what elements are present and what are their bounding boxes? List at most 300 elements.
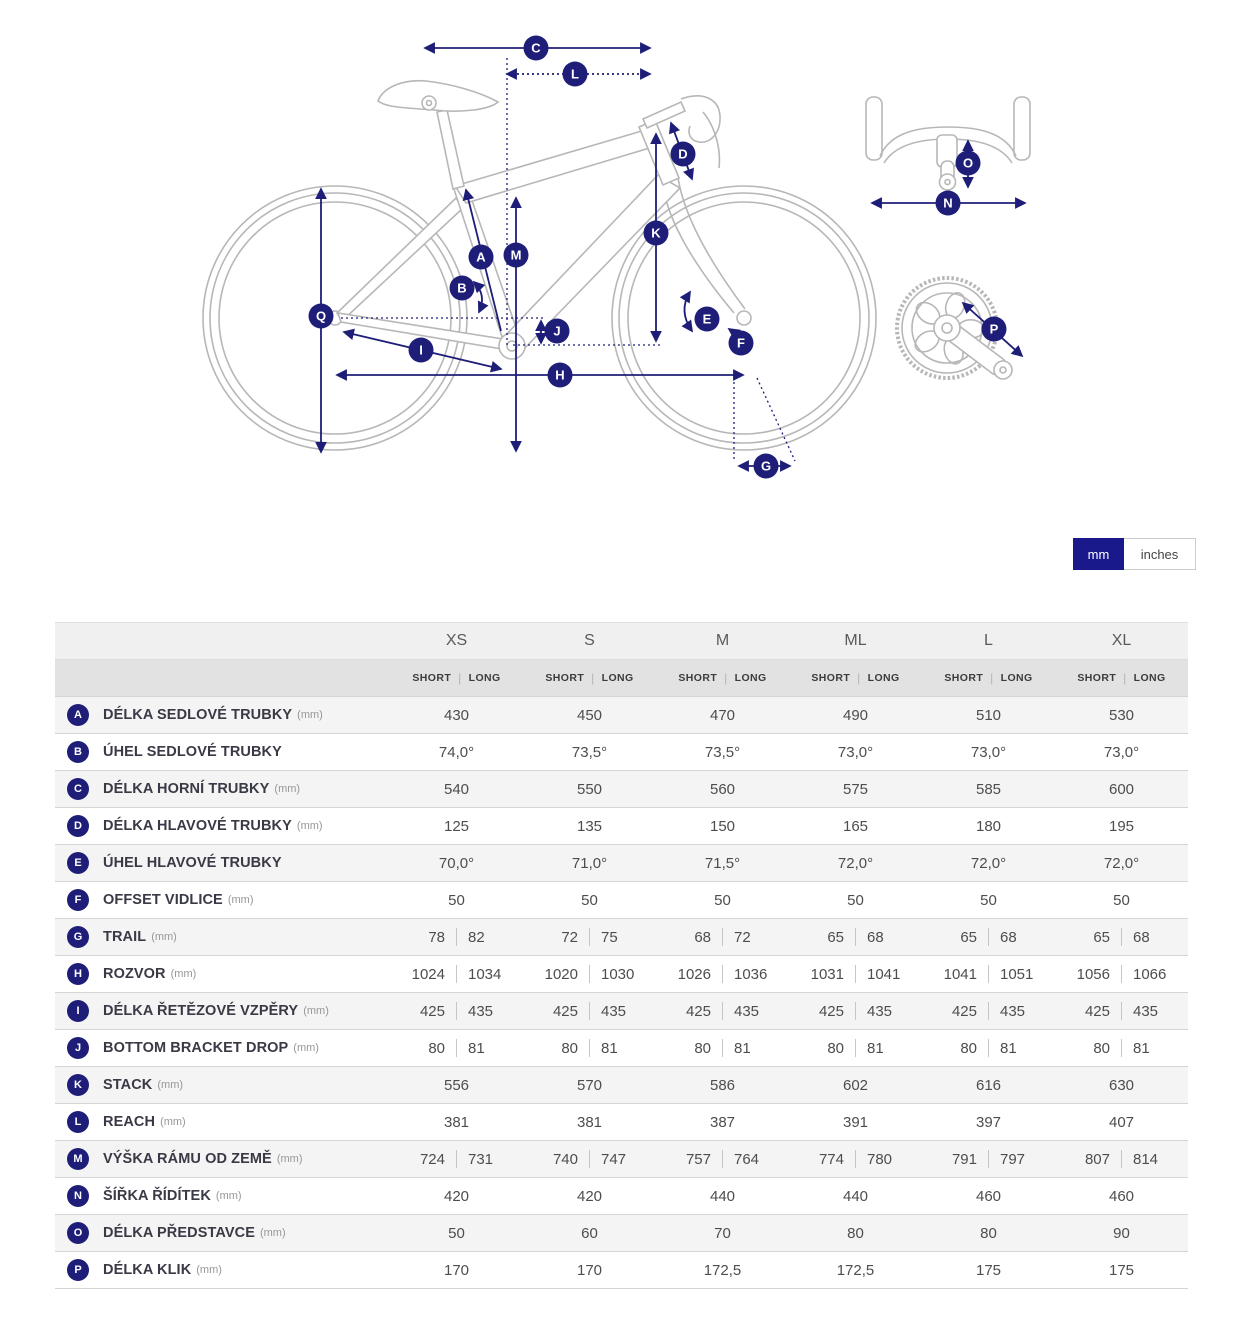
row-label: BOTTOM BRACKET DROP: [103, 1040, 289, 1056]
value-long: 435: [1133, 1002, 1159, 1020]
marker-letter: M: [510, 247, 522, 263]
row-label-cell: [55, 1030, 390, 1066]
row-letter-badge: P: [67, 1259, 89, 1281]
row-letter-badge: I: [67, 1000, 89, 1022]
value-short: 1020: [544, 965, 578, 983]
marker-badge-n: [936, 191, 961, 216]
value-long: 81: [1133, 1039, 1150, 1057]
geometry-value: 50: [714, 891, 731, 909]
marker-letter: N: [943, 195, 953, 211]
geometry-value-cell: [656, 1141, 789, 1177]
geometry-value: 570: [576, 1076, 603, 1094]
value-short: 807: [1084, 1150, 1110, 1168]
marker-badge-a: [469, 245, 494, 270]
geometry-value: 556: [443, 1076, 470, 1094]
dual-value: [523, 956, 656, 992]
variant-header-cell: [656, 660, 789, 696]
row-label: DÉLKA HLAVOVÉ TRUBKY: [103, 818, 292, 834]
row-label-cell: [55, 919, 390, 955]
dual-value: [789, 993, 922, 1029]
geometry-value-cell: [523, 919, 656, 955]
value-short: 72: [561, 928, 578, 946]
value-long: 797: [1000, 1150, 1026, 1168]
marker-letter: J: [553, 323, 561, 339]
value-short: 425: [951, 1002, 977, 1020]
row-label-cell: [55, 1067, 390, 1103]
value-long: 1066: [1133, 965, 1167, 983]
marker-letter: H: [555, 367, 565, 383]
size-column-header: XL: [1111, 632, 1132, 649]
geometry-value: 170: [443, 1261, 470, 1279]
row-letter-badge: C: [67, 778, 89, 800]
table-row: [55, 1067, 1188, 1104]
row-letter-badge: D: [67, 815, 89, 837]
geometry-value-cell: [390, 919, 523, 955]
geometry-value-cell: [390, 956, 523, 992]
dual-value: [922, 993, 1055, 1029]
row-label: ROZVOR: [103, 966, 166, 982]
value-short: 65: [827, 928, 844, 946]
marker-badge-e: [695, 307, 720, 332]
geometry-value-cell: [922, 956, 1055, 992]
geometry-value-cell: [1055, 919, 1188, 955]
geometry-value: 72,0°: [837, 854, 874, 872]
size-column-header: M: [715, 632, 730, 649]
geometry-value: 602: [842, 1076, 869, 1094]
table-row: [55, 919, 1188, 956]
variant-short-label: SHORT: [811, 672, 851, 684]
geometry-value-cell: [789, 1141, 922, 1177]
row-letter-badge: L: [67, 1111, 89, 1133]
dual-value: [1055, 1030, 1188, 1066]
marker-badge-c: [524, 36, 549, 61]
geometry-value: 50: [448, 1224, 465, 1242]
row-letter-badge: F: [67, 889, 89, 911]
variant-header-cell: [922, 660, 1055, 696]
variant-header: [811, 671, 899, 685]
variant-long-label: LONG: [867, 672, 900, 684]
value-long: 82: [468, 928, 485, 946]
value-short: 774: [818, 1150, 844, 1168]
dual-value: [656, 1030, 789, 1066]
marker-letter: P: [989, 321, 999, 337]
value-long: 1034: [468, 965, 502, 983]
geometry-value: 530: [1108, 706, 1135, 724]
geometry-value: 490: [842, 706, 869, 724]
row-letter-badge: E: [67, 852, 89, 874]
value-short: 80: [561, 1039, 578, 1057]
geometry-value-cell: [523, 1030, 656, 1066]
dual-value: [523, 993, 656, 1029]
row-label: DÉLKA SEDLOVÉ TRUBKY: [103, 707, 293, 723]
marker-letter: K: [651, 225, 661, 241]
table-row: [55, 1215, 1188, 1252]
variant-header: [944, 671, 1032, 685]
table-row: [55, 771, 1188, 808]
geometry-value: 170: [576, 1261, 603, 1279]
marker-badge-p: [982, 317, 1007, 342]
dual-value: [390, 1141, 523, 1177]
geometry-value-cell: [523, 1141, 656, 1177]
geometry-value: 50: [1113, 891, 1130, 909]
dual-value: [789, 1030, 922, 1066]
dual-value: [789, 956, 922, 992]
row-letter-badge: K: [67, 1074, 89, 1096]
variant-header: [545, 671, 633, 685]
geometry-value-cell: [922, 1141, 1055, 1177]
header-spacer: [55, 660, 390, 696]
row-unit: (mm): [160, 1116, 186, 1128]
geometry-value: 50: [448, 891, 465, 909]
row-letter-badge: M: [67, 1148, 89, 1170]
dual-value: [922, 919, 1055, 955]
table-row: [55, 734, 1188, 771]
marker-letter: D: [678, 146, 688, 162]
variant-long-label: LONG: [1133, 672, 1166, 684]
marker-badge-d: [671, 142, 696, 167]
variant-header-cell: [523, 660, 656, 696]
geometry-value: 430: [443, 706, 470, 724]
variant-long-label: LONG: [734, 672, 767, 684]
table-row: [55, 993, 1188, 1030]
value-short: 65: [960, 928, 977, 946]
geometry-value: 420: [576, 1187, 603, 1205]
marker-badge-g: [754, 454, 779, 479]
variant-separator: |: [724, 671, 728, 685]
geometry-value: 60: [581, 1224, 598, 1242]
row-label-cell: [55, 956, 390, 992]
size-column-header: XS: [445, 632, 468, 649]
geometry-value: 616: [975, 1076, 1002, 1094]
value-long: 68: [1000, 928, 1017, 946]
row-label: ŠÍŘKA ŘÍDÍTEK: [103, 1188, 211, 1204]
variant-separator: |: [458, 671, 462, 685]
geometry-value: 585: [975, 780, 1002, 798]
geometry-value: 70,0°: [438, 854, 475, 872]
marker-letter: Q: [315, 308, 327, 324]
value-long: 68: [1133, 928, 1150, 946]
row-label-cell: [55, 1104, 390, 1140]
value-short: 80: [827, 1039, 844, 1057]
row-label: STACK: [103, 1077, 153, 1093]
value-short: 78: [428, 928, 445, 946]
geometry-value: 80: [847, 1224, 864, 1242]
table-header-variants: [55, 660, 1188, 697]
geometry-value: 407: [1108, 1113, 1135, 1131]
dual-value: [523, 919, 656, 955]
geometry-value: 73,5°: [571, 743, 608, 761]
dual-value: [656, 993, 789, 1029]
value-short: 425: [685, 1002, 711, 1020]
geometry-value-cell: [656, 993, 789, 1029]
dual-value: [390, 956, 523, 992]
marker-badge-h: [548, 363, 573, 388]
value-long: 764: [734, 1150, 760, 1168]
value-long: 72: [734, 928, 751, 946]
value-short: 80: [960, 1039, 977, 1057]
marker-letter: F: [737, 335, 745, 351]
dual-value: [922, 956, 1055, 992]
size-column-header: S: [584, 632, 595, 649]
geometry-value: 72,0°: [970, 854, 1007, 872]
unit-mm-button[interactable]: mm: [1073, 538, 1124, 570]
dual-value: [922, 1030, 1055, 1066]
row-letter-badge: A: [67, 704, 89, 726]
geometry-value: 73,0°: [970, 743, 1007, 761]
geometry-value: 50: [581, 891, 598, 909]
geometry-value-cell: [656, 919, 789, 955]
marker-badge-q: [309, 304, 334, 329]
geometry-value-cell: [1055, 1030, 1188, 1066]
geometry-value-cell: [789, 919, 922, 955]
geometry-value: 90: [1113, 1224, 1130, 1242]
row-label-cell: [55, 1215, 390, 1251]
value-short: 740: [552, 1150, 578, 1168]
table-row: [55, 956, 1188, 993]
row-label-cell: [55, 734, 390, 770]
geometry-value: 70: [714, 1224, 731, 1242]
geometry-value: 175: [1108, 1261, 1135, 1279]
value-long: 435: [468, 1002, 494, 1020]
geometry-value: 586: [709, 1076, 736, 1094]
geometry-value: 560: [709, 780, 736, 798]
geometry-value: 540: [443, 780, 470, 798]
row-letter-badge: N: [67, 1185, 89, 1207]
variant-short-label: SHORT: [944, 672, 984, 684]
row-letter-badge: J: [67, 1037, 89, 1059]
value-short: 80: [694, 1039, 711, 1057]
table-row: [55, 1030, 1188, 1067]
row-label: TRAIL: [103, 929, 147, 945]
value-short: 1031: [810, 965, 844, 983]
geometry-value: 172,5: [836, 1261, 875, 1279]
marker-badge-i: [409, 338, 434, 363]
geometry-value: 71,5°: [704, 854, 741, 872]
row-label-cell: [55, 993, 390, 1029]
value-short: 1041: [943, 965, 977, 983]
dual-value: [390, 993, 523, 1029]
geometry-value: 440: [842, 1187, 869, 1205]
geometry-value: 50: [847, 891, 864, 909]
geometry-value-cell: [656, 1030, 789, 1066]
marker-badge-o: [956, 151, 981, 176]
geometry-value-cell: [656, 956, 789, 992]
geometry-value: 387: [709, 1113, 736, 1131]
geometry-value-cell: [523, 956, 656, 992]
dual-value: [922, 1141, 1055, 1177]
row-label-cell: [55, 1178, 390, 1214]
value-long: 1051: [1000, 965, 1034, 983]
row-unit: (mm): [151, 931, 177, 943]
marker-badge-l: [563, 62, 588, 87]
dual-value: [523, 1141, 656, 1177]
table-row: [55, 697, 1188, 734]
dual-value: [1055, 919, 1188, 955]
geometry-value: 73,0°: [1103, 743, 1140, 761]
value-long: 747: [601, 1150, 627, 1168]
geometry-value: 575: [842, 780, 869, 798]
geometry-value: 50: [980, 891, 997, 909]
marker-letter: I: [419, 342, 423, 358]
row-label: DÉLKA PŘEDSTAVCE: [103, 1225, 255, 1241]
dual-value: [523, 1030, 656, 1066]
geometry-value-cell: [1055, 993, 1188, 1029]
geometry-value: 420: [443, 1187, 470, 1205]
geometry-value: 74,0°: [438, 743, 475, 761]
value-short: 757: [685, 1150, 711, 1168]
row-label: DÉLKA KLIK: [103, 1262, 192, 1278]
value-long: 731: [468, 1150, 494, 1168]
geometry-value: 381: [576, 1113, 603, 1131]
row-unit: (mm): [170, 968, 197, 980]
marker-badge-m: [504, 243, 529, 268]
variant-long-label: LONG: [468, 672, 501, 684]
variant-separator: |: [1123, 671, 1127, 685]
geometry-value-cell: [922, 993, 1055, 1029]
value-long: 81: [1000, 1039, 1017, 1057]
geometry-value-cell: [922, 1030, 1055, 1066]
row-label-cell: [55, 845, 390, 881]
handlebar-top-view: [866, 97, 1030, 190]
value-short: 1024: [411, 965, 445, 983]
value-long: 81: [601, 1039, 618, 1057]
row-unit: (mm): [276, 1153, 303, 1165]
value-short: 425: [818, 1002, 844, 1020]
value-short: 791: [951, 1150, 977, 1168]
row-label-cell: [55, 771, 390, 807]
marker-badge-j: [545, 319, 570, 344]
value-short: 1056: [1076, 965, 1110, 983]
variant-long-label: LONG: [1000, 672, 1033, 684]
geometry-value: 600: [1108, 780, 1135, 798]
value-long: 435: [1000, 1002, 1026, 1020]
row-letter-badge: O: [67, 1222, 89, 1244]
header-spacer: [55, 623, 390, 659]
geometry-value: 391: [842, 1113, 869, 1131]
value-long: 81: [867, 1039, 884, 1057]
row-label-cell: [55, 1252, 390, 1288]
table-row: [55, 1178, 1188, 1215]
geometry-value: 630: [1108, 1076, 1135, 1094]
marker-letter: L: [571, 66, 579, 82]
row-label: REACH: [103, 1114, 156, 1130]
value-short: 65: [1093, 928, 1110, 946]
row-label: OFFSET VIDLICE: [103, 892, 223, 908]
marker-letter: A: [476, 249, 486, 265]
geometry-value: 460: [975, 1187, 1002, 1205]
value-short: 425: [552, 1002, 578, 1020]
table-header-sizes: [55, 623, 1188, 660]
geometry-value: 510: [975, 706, 1002, 724]
row-label: DÉLKA HORNÍ TRUBKY: [103, 781, 270, 797]
value-short: 80: [1093, 1039, 1110, 1057]
variant-header: [412, 671, 500, 685]
dual-value: [789, 1141, 922, 1177]
variant-short-label: SHORT: [678, 672, 718, 684]
row-unit: (mm): [227, 894, 254, 906]
value-long: 81: [468, 1039, 485, 1057]
geometry-value: 73,5°: [704, 743, 741, 761]
marker-badge-f: [729, 331, 754, 356]
size-column-header: L: [984, 632, 993, 649]
geometry-value: 450: [576, 706, 603, 724]
value-short: 724: [419, 1150, 445, 1168]
value-long: 1036: [734, 965, 768, 983]
row-letter-badge: B: [67, 741, 89, 763]
size-column-header: ML: [844, 632, 867, 649]
marker-letter: C: [531, 40, 541, 56]
variant-separator: |: [591, 671, 595, 685]
row-label: ÚHEL SEDLOVÉ TRUBKY: [103, 744, 282, 760]
table-row: [55, 882, 1188, 919]
value-long: 435: [601, 1002, 627, 1020]
marker-letter: E: [702, 311, 712, 327]
row-unit: (mm): [303, 1005, 329, 1017]
row-label: VÝŠKA RÁMU OD ZEMĚ: [103, 1151, 272, 1167]
variant-short-label: SHORT: [545, 672, 585, 684]
geometry-value: 470: [709, 706, 736, 724]
geometry-value-cell: [390, 1030, 523, 1066]
geometry-value: 172,5: [703, 1261, 742, 1279]
row-unit: (mm): [293, 1042, 319, 1054]
variant-long-label: LONG: [601, 672, 634, 684]
value-short: 80: [428, 1039, 445, 1057]
unit-inches-button[interactable]: inches: [1124, 538, 1196, 570]
variant-header-cell: [1055, 660, 1188, 696]
row-letter-badge: H: [67, 963, 89, 985]
dual-value: [656, 919, 789, 955]
row-unit: (mm): [296, 820, 323, 832]
value-long: 814: [1133, 1150, 1159, 1168]
geometry-value: 165: [842, 817, 869, 835]
variant-short-label: SHORT: [412, 672, 452, 684]
table-row: [55, 845, 1188, 882]
marker-badge-k: [644, 221, 669, 246]
value-long: 1030: [601, 965, 635, 983]
geometry-table: [55, 622, 1188, 1289]
geometry-value: 397: [975, 1113, 1002, 1131]
dual-value: [789, 919, 922, 955]
geometry-value-cell: [1055, 956, 1188, 992]
row-label-cell: [55, 882, 390, 918]
dim-arc-b: [474, 282, 482, 312]
row-letter-badge: G: [67, 926, 89, 948]
table-row: [55, 1141, 1188, 1178]
geometry-value-cell: [390, 993, 523, 1029]
geometry-value-cell: [789, 956, 922, 992]
dual-value: [1055, 993, 1188, 1029]
geometry-value: 550: [576, 780, 603, 798]
value-long: 1041: [867, 965, 901, 983]
table-row: [55, 1252, 1188, 1289]
dual-value: [1055, 956, 1188, 992]
dual-value: [1055, 1141, 1188, 1177]
value-long: 780: [867, 1150, 893, 1168]
variant-separator: |: [990, 671, 994, 685]
geometry-value: 180: [975, 817, 1002, 835]
geometry-value-cell: [922, 919, 1055, 955]
geometry-value: 381: [443, 1113, 470, 1131]
geometry-value: 73,0°: [837, 743, 874, 761]
geometry-value: 72,0°: [1103, 854, 1140, 872]
geometry-value: 175: [975, 1261, 1002, 1279]
row-label: DÉLKA ŘETĚZOVÉ VZPĚRY: [103, 1003, 299, 1019]
geometry-value: 80: [980, 1224, 997, 1242]
value-short: 425: [419, 1002, 445, 1020]
row-unit: (mm): [274, 783, 301, 795]
geometry-value: 135: [576, 817, 603, 835]
row-unit: (mm): [215, 1190, 242, 1202]
